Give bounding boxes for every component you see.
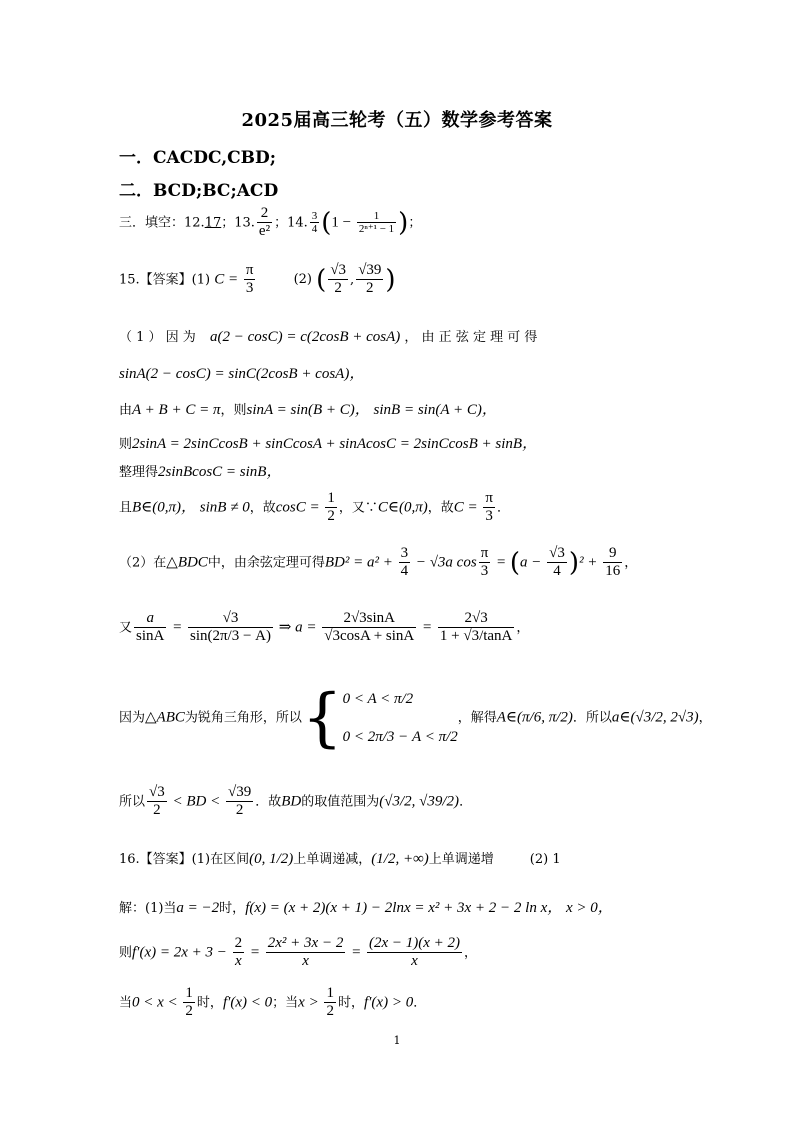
q15-line7: （2）在△BDC中，由余弦定理可得BD² = a² + $\frac{3}{4}$ − √3a cos $\frac{\pi}{3}$ = (a − $\frac{√3}{4}$ )² + $\frac{9}{16}$ ， xyxy=(119,545,638,580)
q16-line2: 则f′(x) = 2x + 3 − $\frac{2}{x}$ = $\frac{\text{2x² + 3x − 2}}{x}$ = $\frac{(2x - 1)(x + 2)}{x}$ ， xyxy=(119,935,478,970)
q15-line9: 因为△ABC为锐角三角形，所以{ 0 < A < π/2 0 < 2π/3 − A < π/2 ，解得A∈(π/6, π/2)．所以a∈(√3/2, 2√3)， xyxy=(119,681,712,755)
q15-line3: 由A + B + C = π，则sinA = sin(B + C)， sinB = sin(A + C)， xyxy=(119,402,497,418)
q12-answer: 17 xyxy=(204,215,222,231)
q14-coef: $\frac{3}{4}$ xyxy=(311,209,318,236)
q15-line2: sinA(2 − cosC) = sinC(2cosB + cosA)， xyxy=(119,366,365,382)
part1-answers: 一．CACDC,CBD; xyxy=(119,148,277,168)
q15-line5: 整理得2sinBcosC = sinB， xyxy=(119,464,282,480)
q15-line1: （ 1 ） 因 为 a(2 − cosC) = c(2cosB + cosA) ， 由 正 弦 定 理 可 得 xyxy=(119,329,538,345)
q16-line3: 当0 < x < $\frac{1}{2}$ 时，f′(x) < 0；当x > $\frac{1}{2}$ 时，f′(x) > 0． xyxy=(119,985,427,1020)
q15-line10: 所以 $\frac{√3}{2}$ < BD < $\frac{√39}{2}$ ．故BD的取值范围为(√3/2, √39/2)． xyxy=(119,784,473,819)
q13-fraction: $\frac{2}{\text{e²}}$ xyxy=(258,205,271,240)
q14-fraction: $\frac{1}{\text{2ⁿ⁺¹ − 1}}$ xyxy=(358,209,395,236)
part2-answers: 二．BCD;BC;ACD xyxy=(119,181,279,201)
page-number: 1 xyxy=(393,1034,401,1047)
q16-line1: 解：(1)当a = −2时，f(x) = (x + 2)(x + 1) − 2lnx = x² + 3x + 2 − 2 ln x， x > 0， xyxy=(119,900,613,916)
q16-answer-line: 16.【答案】(1)在区间(0, 1/2)上单调递减，(1/2, +∞)上单调递增 (2) 1 xyxy=(119,851,561,867)
q15-answer-line: 15.【答案】(1) C = $\frac{\pi}{3}$ (2) ( $\frac{√3}{2}$ , $\frac{√39}{2}$ ) xyxy=(119,262,396,297)
q15-line8: 又 $\frac{a}{\sin A}$ = $\frac{√3}{\sin(2\pi/3 - A)}$ ⇒ a = $\frac{2√3\sin A}{√3\cos A + \sin A}$ = $\frac{2√3}{1 + √3/\tan A}$ ， xyxy=(119,610,530,645)
part3-answers: 三．填空：12.17；13. $\frac{2}{\text{e²}}$ ；14. $\frac{3}{4}$ (1 − $\frac{1}{\text{2ⁿ⁺¹ − 1}}$ )； xyxy=(119,205,422,240)
q15-line4: 则2sinA = 2sinCcosB + sinCcosA + sinAcosC = 2sinCcosB + sinB， xyxy=(119,436,538,452)
page-title: 2025届高三轮考（五）数学参考答案 xyxy=(241,110,553,131)
q15-line6: 且B∈(0,π)， sinB ≠ 0，故cosC = $\frac{1}{2}$ ，又∵C∈(0,π)，故C = $\frac{\pi}{3}$ ． xyxy=(119,490,510,525)
